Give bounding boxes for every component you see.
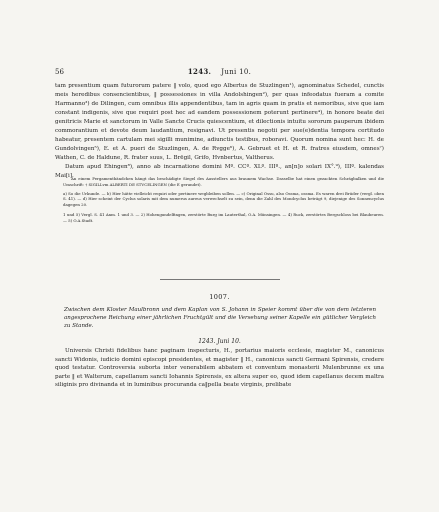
document-date: 1243. Juni 10. [198,338,241,345]
textual-notes: a) So die Urkunde. — b) Hier hätte vielleicht requiri oder pertinere wegbleiben sollen. — c) Original Ossu, also Ossma, ossma. Es waren drei Brüder (vergl. oben S. 41). — d) Hier scheint der Cyclus solaris mit dem numerus aureus verwechselt zu sein, denn die Zahl des Mondcyclus beträgt 9, diejenige des Sonnencyclus dagegen 20. [63,190,384,208]
commentary-notes: 1 und 5) Vergl. S. 41 Anm. 1 und 3. — 2) Hohengundelfingen, zerstörte Burg im Lauterthal, O.A. Münsingen. — 4) Ruck, zerstörtes Bergschloss bei Blaubeuren. — 5) O.A.Stadt. [63,211,384,223]
running-header [55,67,384,77]
header-day: Juni 10. [221,68,252,76]
document-number: 1007. [209,293,230,301]
footnotes [63,176,384,224]
charter-dating: Datum apud Ehingen⁸), anno ab incarnatione domini Mº. CCº. XLº. IIIº., an[n]o solari IX°.⁹), IIIº. kalendas Mai[i]. [55,164,384,180]
charter-text [55,82,384,182]
section-divider [160,279,280,280]
charter-paragraph: tam presentium quam futurorum patere ‖ volo, quod ego Albertus de Stuzlingen¹), agnominatus Schedel, cunctis meis heredibus consencientibus, ‖ possessiones in villa Andolshingen²), per quas infeodatus fueram a comite Harmanno³) de Dilingen, cum omnibus illis appendentibus, tam in agris quam in pratis et nemoribus, sive que iam constant indigenis, sive que requiri post hec ad eandem possessionem poterunt pertinere⁴), in honore beate dei genitricis Marie et sanctorum in Valle Sancte Crucis quiescentium, et dilectionis intuitu sororum pauperum ibidem commorantium et devote deum laudantium, resignavi. Ut presentis negotii per sue(e)dentia tempora certitudo habeatur, presentem cartulam mei sigilli munimine, adiunctis testibus, roboravi. Quorum nomina sunt hec: H. de Gundolvingen⁵), E. et A. pueri de Stuzlingen, A. de Rvgge⁶), A. Gebruet et H. et R. fratres eiusdem, omnes⁷) Wathen, C. de Haldune, R. frater suus, L. Brēgil, Grifo, Hvnbertus, Valtherus. [55,83,384,162]
document-summary: Zwischen dem Kloster Maulbronn und dem Kaplan von S. Johann in Speier kommt über die von dem letzteren angesprochene Reichung einer jährlichen Fruchtgült und die Versehung seiner Kapelle ein gütlicher Vergleich zu Stande. [64,307,376,330]
page-number: 56 [55,68,64,76]
header-year: 1243. [187,67,212,76]
header-date [55,67,384,77]
document-text: Universis Christi fidelibus hanc paginam inspecturis, H., portarius maioris ecclesie, magister M., canonicus sancti Widonis, iudicio domini episcopi presidentes, et magister ‖ H., canonicus sancti Germani Spirensis, credere quod testatur. Controversia suborta inter venerabilem abbatem et conventum monasterii Mulenbrunne ex una parte ‖ et Walterum, capellanum sancti Iohannis Spirensis, ex altera super eo, quod idem capellanus decem maltra siliginis pro divinanda et in luminibus procuranda ca‖pella beate virginis, prelibate [55,348,384,389]
seal-description: An einem Pergamentbändchen hängt das beschädigte Siegel des Ausstellers aus braunem Wachse. Dasselbe hat einen gezackten Schrägbalken und die Umschrift: † SIGILLvm ALBERTI DE STVCELINGEN (die E gerundet). [63,176,384,187]
